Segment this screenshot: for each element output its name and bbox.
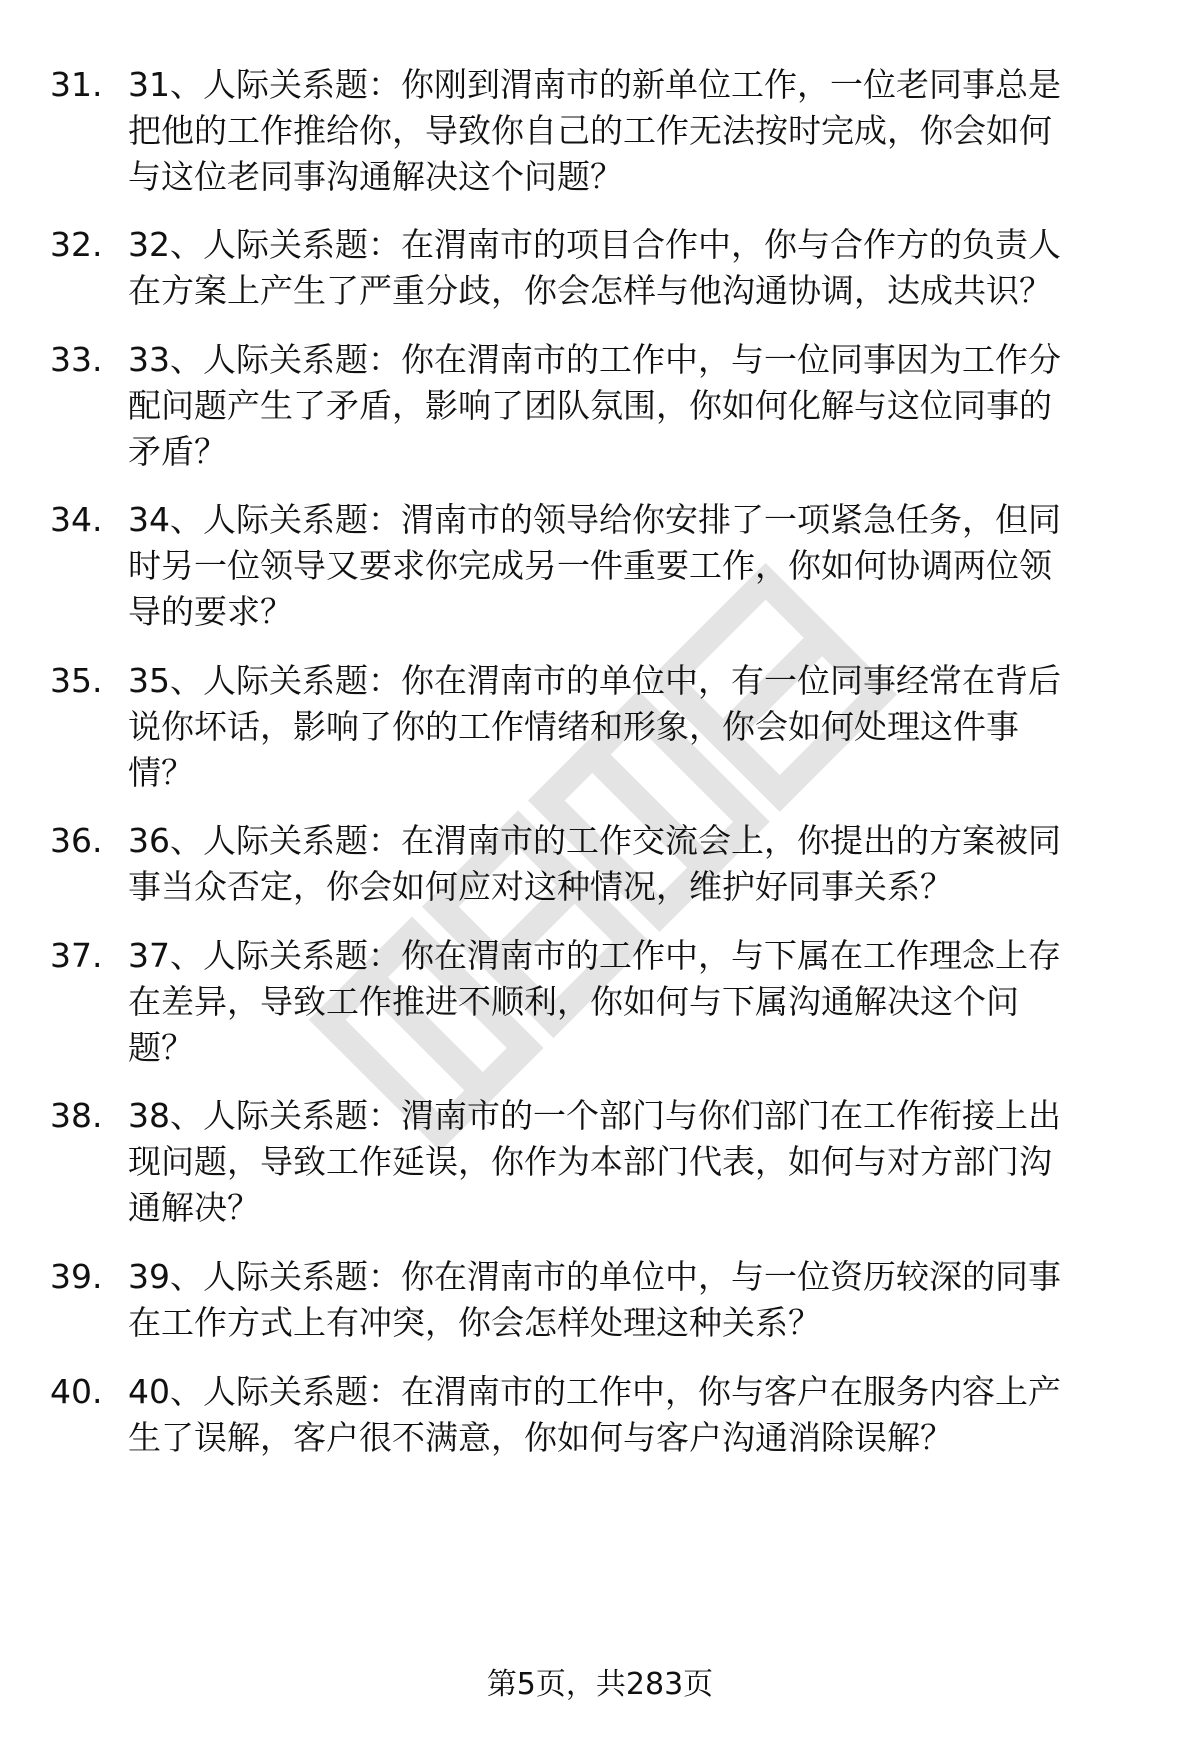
question-text-line: 把他的工作推给你，导致你自己的工作无法按时完成，你会如何 <box>128 111 1052 150</box>
question-text-line: 事当众否定，你会如何应对这种情况，维护好同事关系？ <box>128 867 953 906</box>
question-number: 31. <box>50 65 103 104</box>
question-number: 32. <box>50 225 103 264</box>
question-text-line: 33、人际关系题：你在渭南市的工作中，与一位同事因为工作分 <box>128 340 1061 379</box>
question-text-line: 37、人际关系题：你在渭南市的工作中，与下属在工作理念上存 <box>128 936 1061 975</box>
question-text <box>128 1369 1158 1461</box>
question-text-line: 配问题产生了矛盾，影响了团队氛围，你如何化解与这位同事的 <box>128 386 1052 425</box>
question-text-line: 39、人际关系题：你在渭南市的单位中，与一位资历较深的同事 <box>128 1257 1061 1296</box>
question-text <box>128 62 1158 200</box>
question-text <box>128 658 1158 796</box>
question-number: 35. <box>50 661 103 700</box>
question-number: 33. <box>50 340 103 379</box>
question-text-line: 现问题，导致工作延误，你作为本部门代表，如何与对方部门沟 <box>128 1142 1052 1181</box>
question-text-line: 40、人际关系题：在渭南市的工作中，你与客户在服务内容上产 <box>128 1372 1061 1411</box>
question-number: 40. <box>50 1372 103 1411</box>
question-text-line: 题？ <box>128 1028 194 1067</box>
question-text-line: 在差异，导致工作推进不顺利，你如何与下属沟通解决这个问 <box>128 982 1019 1021</box>
question-text <box>128 497 1158 635</box>
question-text-line: 情？ <box>128 753 194 792</box>
question-text-line: 32、人际关系题：在渭南市的项目合作中，你与合作方的负责人 <box>128 225 1061 264</box>
question-text-line: 与这位老同事沟通解决这个问题？ <box>128 157 623 196</box>
question-text-line: 时另一位领导又要求你完成另一件重要工作，你如何协调两位领 <box>128 546 1052 585</box>
page-number: 第5页，共283页 <box>486 1667 714 1702</box>
question-text-line: 38、人际关系题：渭南市的一个部门与你们部门在工作衔接上出 <box>128 1096 1061 1135</box>
question-number: 34. <box>50 500 103 539</box>
question-text <box>128 1254 1158 1346</box>
question-text <box>128 222 1158 314</box>
question-text-line: 31、人际关系题：你刚到渭南市的新单位工作，一位老同事总是 <box>128 65 1061 104</box>
question-text-line: 34、人际关系题：渭南市的领导给你安排了一项紧急任务，但同 <box>128 500 1061 539</box>
question-text-line: 在方案上产生了严重分歧，你会怎样与他沟通协调，达成共识？ <box>128 271 1052 310</box>
question-text <box>128 1093 1158 1231</box>
question-text-line: 35、人际关系题：你在渭南市的单位中，有一位同事经常在背后 <box>128 661 1061 700</box>
question-text-line: 通解决？ <box>128 1188 260 1227</box>
question-number: 37. <box>50 936 103 975</box>
question-text-line: 36、人际关系题：在渭南市的工作交流会上，你提出的方案被同 <box>128 821 1061 860</box>
question-text-line: 矛盾？ <box>128 432 227 471</box>
question-text <box>128 933 1158 1071</box>
question-text <box>128 337 1158 475</box>
question-text-line: 在工作方式上有冲突，你会怎样处理这种关系？ <box>128 1303 821 1342</box>
question-text-line: 生了误解，客户很不满意，你如何与客户沟通消除误解？ <box>128 1418 953 1457</box>
question-text <box>128 818 1158 910</box>
question-text-line: 说你坏话，影响了你的工作情绪和形象，你会如何处理这件事 <box>128 707 1019 746</box>
question-number: 38. <box>50 1096 103 1135</box>
question-number: 39. <box>50 1257 103 1296</box>
question-text-line: 导的要求？ <box>128 592 293 631</box>
question-number: 36. <box>50 821 103 860</box>
